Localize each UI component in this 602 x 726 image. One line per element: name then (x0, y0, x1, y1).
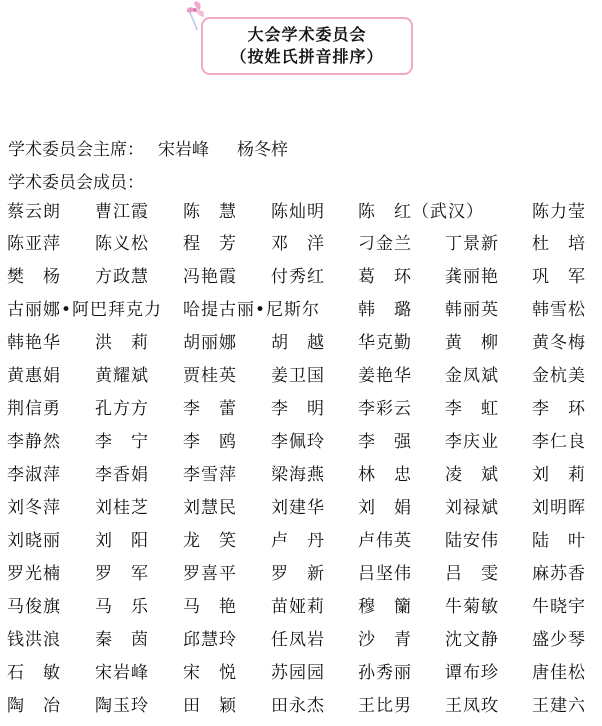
member-name: 黄耀斌 (95, 366, 149, 386)
member-row (0, 562, 602, 594)
member-name: 苗娅莉 (271, 597, 325, 617)
member-name: 刘建华 (271, 498, 325, 518)
member-name: 李 环 (532, 399, 586, 419)
member-name: 牛晓宇 (532, 597, 586, 617)
member-name: 李静然 (7, 432, 61, 452)
member-name: 荆信勇 (7, 399, 61, 419)
chair-name-1: 宋岩峰 (158, 140, 209, 160)
member-row (0, 661, 602, 693)
member-name: 李 鸥 (183, 432, 237, 452)
member-name: 梁海燕 (271, 465, 325, 485)
member-row (0, 628, 602, 660)
member-name: 罗喜平 (183, 564, 237, 584)
member-name: 谭布珍 (445, 663, 499, 683)
member-name: 陆 叶 (532, 531, 586, 551)
member-name: 李佩玲 (271, 432, 325, 452)
member-name: 黄 柳 (445, 333, 499, 353)
member-name: 刘晓丽 (7, 531, 61, 551)
chair-name-2: 杨冬梓 (237, 140, 288, 160)
member-name: 陈灿明 (271, 202, 325, 222)
member-row (0, 397, 602, 429)
member-name: 李 宁 (95, 432, 149, 452)
member-name: 罗光楠 (7, 564, 61, 584)
member-name: 刘 阳 (95, 531, 149, 551)
member-name: 孔方方 (95, 399, 149, 419)
chair-row (8, 140, 288, 160)
member-name: 古丽娜•阿巴拜克力 (7, 300, 163, 320)
member-name: 贾桂英 (183, 366, 237, 386)
member-name: 龙 笑 (183, 531, 237, 551)
member-name: 罗 军 (95, 564, 149, 584)
member-name: 秦 茵 (95, 630, 149, 650)
member-row (0, 200, 602, 232)
member-name: 宋 悦 (183, 663, 237, 683)
member-row (0, 298, 602, 330)
member-name: 李仁良 (532, 432, 586, 452)
member-name: 陈 红（武汉） (358, 202, 484, 222)
member-name: 韩雪松 (532, 300, 586, 320)
member-name: 李 虹 (445, 399, 499, 419)
member-name: 卢 丹 (271, 531, 325, 551)
member-name: 李彩云 (358, 399, 412, 419)
members-label: 学术委员会成员： (8, 173, 144, 193)
title-box (201, 17, 413, 75)
member-name: 卢伟英 (358, 531, 412, 551)
member-name: 田 颖 (183, 696, 237, 716)
member-row (0, 430, 602, 462)
member-name: 胡丽娜 (183, 333, 237, 353)
member-row (0, 331, 602, 363)
member-row (0, 463, 602, 495)
member-name: 姜卫国 (271, 366, 325, 386)
member-name: 邓 洋 (271, 234, 325, 254)
member-name: 马 艳 (183, 597, 237, 617)
member-name: 罗 新 (271, 564, 325, 584)
member-name: 钱洪浪 (7, 630, 61, 650)
member-name: 李香娟 (95, 465, 149, 485)
member-name: 刘明晖 (532, 498, 586, 518)
member-name: 葛 环 (358, 267, 412, 287)
title-line-2: （按姓氏拼音排序） (230, 47, 384, 66)
member-name: 樊 杨 (7, 267, 61, 287)
member-name: 吕坚伟 (358, 564, 412, 584)
member-name: 陶玉玲 (95, 696, 149, 716)
member-name: 邱慧玲 (183, 630, 237, 650)
member-name: 黄惠娟 (7, 366, 61, 386)
member-name: 穆 籣 (358, 597, 412, 617)
member-name: 杜 培 (532, 234, 586, 254)
member-name: 哈提古丽•尼斯尔 (183, 300, 321, 320)
member-name: 王比男 (358, 696, 412, 716)
member-name: 盛少琴 (532, 630, 586, 650)
member-name: 刘 莉 (532, 465, 586, 485)
member-name: 刁金兰 (358, 234, 412, 254)
member-name: 陶 冶 (7, 696, 61, 716)
member-name: 沈文静 (445, 630, 499, 650)
member-name: 刘禄斌 (445, 498, 499, 518)
member-name: 刘 娟 (358, 498, 412, 518)
member-name: 吕 雯 (445, 564, 499, 584)
member-name: 孙秀丽 (358, 663, 412, 683)
member-row (0, 595, 602, 627)
member-name: 马 乐 (95, 597, 149, 617)
member-name: 李 强 (358, 432, 412, 452)
member-name: 陆安伟 (445, 531, 499, 551)
member-row (0, 496, 602, 528)
member-name: 龚丽艳 (445, 267, 499, 287)
member-name: 苏园园 (271, 663, 325, 683)
member-name: 石 敏 (7, 663, 61, 683)
member-name: 陈 慧 (183, 202, 237, 222)
member-row (0, 232, 602, 264)
member-name: 冯艳霞 (183, 267, 237, 287)
member-row (0, 265, 602, 297)
member-name: 韩 璐 (358, 300, 412, 320)
member-row (0, 529, 602, 561)
member-name: 唐佳松 (532, 663, 586, 683)
member-name: 李雪萍 (183, 465, 237, 485)
member-name: 陈力莹 (532, 202, 586, 222)
member-name: 蔡云朗 (7, 202, 61, 222)
member-name: 李 明 (271, 399, 325, 419)
member-name: 金杭美 (532, 366, 586, 386)
member-name: 沙 青 (358, 630, 412, 650)
member-name: 牛菊敏 (445, 597, 499, 617)
member-name: 李 蕾 (183, 399, 237, 419)
member-name: 程 芳 (183, 234, 237, 254)
member-name: 方政慧 (95, 267, 149, 287)
member-name: 丁景新 (445, 234, 499, 254)
member-name: 陈亚萍 (7, 234, 61, 254)
member-name: 金凤斌 (445, 366, 499, 386)
member-name: 华克勤 (358, 333, 412, 353)
member-name: 马俊旗 (7, 597, 61, 617)
title-line-1: 大会学术委员会 (247, 25, 367, 44)
member-name: 巩 军 (532, 267, 586, 287)
member-name: 刘慧民 (183, 498, 237, 518)
member-name: 刘冬萍 (7, 498, 61, 518)
member-name: 宋岩峰 (95, 663, 149, 683)
member-name: 黄冬梅 (532, 333, 586, 353)
member-row (0, 694, 602, 726)
member-name: 韩丽英 (445, 300, 499, 320)
member-name: 陈义松 (95, 234, 149, 254)
member-name: 姜艳华 (358, 366, 412, 386)
member-name: 李庆业 (445, 432, 499, 452)
member-name: 付秀红 (271, 267, 325, 287)
member-name: 田永杰 (271, 696, 325, 716)
member-name: 曹江霞 (95, 202, 149, 222)
member-name: 胡 越 (271, 333, 325, 353)
member-name: 林 忠 (358, 465, 412, 485)
member-row (0, 364, 602, 396)
chair-label: 学术委员会主席： (8, 140, 144, 160)
member-name: 任凤岩 (271, 630, 325, 650)
member-name: 李淑萍 (7, 465, 61, 485)
member-name: 王凤玫 (445, 696, 499, 716)
member-name: 王建六 (532, 696, 586, 716)
member-name: 麻苏香 (532, 564, 586, 584)
member-name: 洪 莉 (95, 333, 149, 353)
member-name: 刘桂芝 (95, 498, 149, 518)
member-name: 韩艳华 (7, 333, 61, 353)
member-name: 凌 斌 (445, 465, 499, 485)
